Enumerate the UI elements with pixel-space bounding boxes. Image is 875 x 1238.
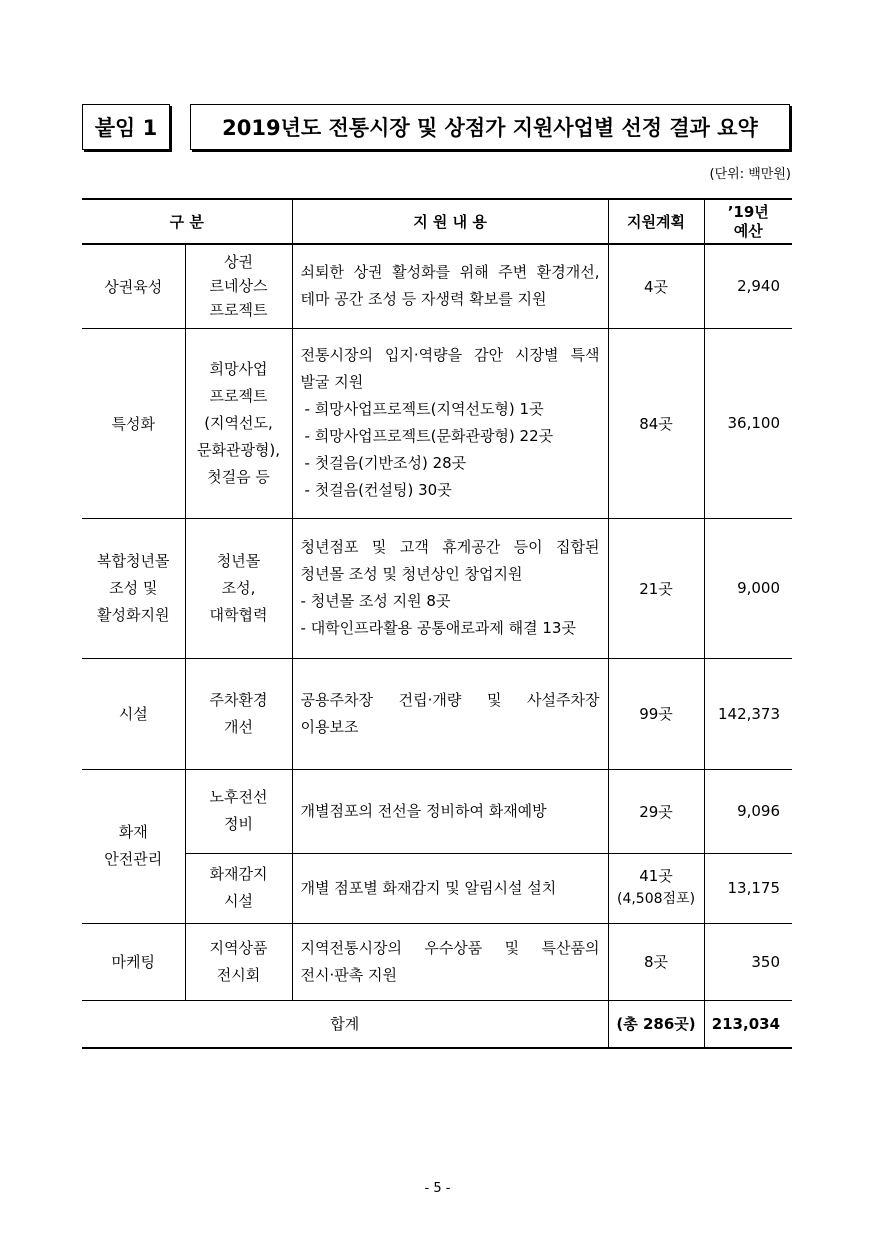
- header-budget-year: ’19년: [727, 202, 769, 221]
- program-line: 전시회: [216, 965, 261, 984]
- category-line: 화재: [118, 823, 148, 841]
- plan-line: (4,508점포): [616, 891, 696, 907]
- budget-cell: 13,175: [704, 853, 792, 923]
- content-sub-line: - 희망사업프로젝트(문화관광형) 22곳: [304, 427, 554, 445]
- content-line: 공용주차장 건립·개량 및 사설주차장: [300, 690, 600, 709]
- header-plan: 지원계획: [608, 199, 704, 244]
- content-cell: [292, 244, 608, 328]
- program-line: 개선: [224, 717, 253, 736]
- program-line: 첫걸음 등: [207, 467, 270, 486]
- content-cell: [292, 658, 608, 769]
- program-line: 정비: [224, 815, 253, 833]
- total-label: 합계: [82, 1000, 608, 1048]
- category-line: 복합청년몰: [97, 551, 170, 570]
- content-line: 전통시장의 입지·역량을 감안 시장별 특색: [300, 346, 600, 364]
- program-line: 청년몰: [216, 551, 261, 570]
- summary-table: [82, 198, 792, 1049]
- program-cell: [185, 923, 292, 1000]
- plan-cell: 99곳: [608, 658, 704, 769]
- content-cell: [292, 328, 608, 518]
- plan-cell: 21곳: [608, 518, 704, 658]
- program-cell: [185, 328, 292, 518]
- table-header-row: [82, 199, 792, 244]
- program-line: 노후전선: [209, 788, 268, 806]
- program-cell: [185, 658, 292, 769]
- content-line: 전시·판촉 지원: [300, 965, 397, 984]
- content-cell: [292, 518, 608, 658]
- total-budget: 213,034: [704, 1000, 792, 1048]
- category-line: 조성 및: [109, 578, 158, 597]
- program-line: 문화관광형),: [196, 440, 281, 459]
- table-row: [82, 923, 792, 1000]
- category-line: 활성화지원: [97, 605, 170, 624]
- header-content: 지 원 내 용: [292, 199, 608, 244]
- program-line: 시설: [224, 892, 253, 910]
- header-category: 구 분: [82, 199, 292, 244]
- program-line: 르네상스: [209, 277, 268, 296]
- content-cell: [292, 853, 608, 923]
- program-cell: [185, 853, 292, 923]
- program-line: 프로젝트: [209, 386, 268, 405]
- budget-cell: 142,373: [704, 658, 792, 769]
- table-row: [82, 328, 792, 518]
- program-cell: [185, 769, 292, 853]
- budget-cell: 350: [704, 923, 792, 1000]
- content-sub-line: - 희망사업프로젝트(지역선도형) 1곳: [304, 400, 544, 418]
- budget-cell: 9,000: [704, 518, 792, 658]
- content-cell: [292, 923, 608, 1000]
- category-line: 안전관리: [104, 850, 163, 868]
- header-budget: [704, 199, 792, 244]
- table-row: [82, 769, 792, 853]
- category-cell: [82, 769, 185, 923]
- content-line: 개별점포의 전선을 정비하여 화재예방: [300, 801, 547, 820]
- content-sub-line: - 첫걸음(기반조성) 28곳: [304, 454, 467, 472]
- program-line: 조성,: [221, 578, 256, 597]
- category-cell: 시설: [82, 658, 185, 769]
- content-line: 발굴 지원: [300, 373, 364, 391]
- table-row: [82, 244, 792, 328]
- program-cell: [185, 518, 292, 658]
- program-line: (지역선도,: [204, 413, 273, 432]
- content-line: 청년점포 및 고객 휴게공간 등이 집합된: [300, 538, 600, 556]
- content-line: 청년몰 조성 및 청년상인 창업지원: [300, 565, 523, 583]
- plan-cell: 84곳: [608, 328, 704, 518]
- document-title: 2019년도 전통시장 및 상점가 지원사업별 선정 결과 요약: [190, 104, 790, 150]
- attachment-label: 붙임 1: [82, 104, 170, 150]
- category-cell: 특성화: [82, 328, 185, 518]
- content-sub-line: - 대학인프라활용 공통애로과제 해결 13곳: [300, 619, 576, 637]
- content-line: 개별 점포별 화재감지 및 알림시설 설치: [300, 878, 557, 897]
- program-cell: [185, 244, 292, 328]
- total-plan: (총 286곳): [608, 1000, 704, 1048]
- content-line: 이용보조: [300, 717, 359, 736]
- total-row: [82, 1000, 792, 1048]
- budget-cell: 36,100: [704, 328, 792, 518]
- content-sub-line: - 청년몰 조성 지원 8곳: [300, 592, 451, 610]
- plan-cell: 4곳: [608, 244, 704, 328]
- category-cell: [82, 518, 185, 658]
- plan-line: 41곳: [639, 867, 673, 885]
- table-row: [82, 853, 792, 923]
- content-cell: [292, 769, 608, 853]
- plan-cell: [608, 853, 704, 923]
- program-line: 화재감지: [209, 865, 268, 883]
- program-line: 상권: [224, 253, 253, 272]
- program-line: 대학협력: [209, 605, 268, 624]
- program-line: 희망사업: [209, 359, 268, 378]
- unit-note: (단위: 백만원): [709, 167, 791, 182]
- category-cell: 마케팅: [82, 923, 185, 1000]
- content-line: 테마 공간 조성 등 자생력 확보를 지원: [300, 290, 547, 309]
- plan-cell: 8곳: [608, 923, 704, 1000]
- table-row: [82, 658, 792, 769]
- content-sub-line: - 첫걸음(컨설팅) 30곳: [304, 481, 452, 499]
- category-cell: 상권육성: [82, 244, 185, 328]
- content-line: 지역전통시장의 우수상품 및 특산품의: [300, 938, 600, 957]
- page-number: - 5 -: [424, 1181, 451, 1196]
- budget-cell: 9,096: [704, 769, 792, 853]
- header-budget-label: 예산: [733, 221, 763, 240]
- content-line: 쇠퇴한 상권 활성화를 위해 주변 환경개선,: [300, 263, 600, 282]
- program-line: 지역상품: [209, 938, 268, 957]
- plan-cell: 29곳: [608, 769, 704, 853]
- program-line: 주차환경: [209, 690, 268, 709]
- table-row: [82, 518, 792, 658]
- budget-cell: 2,940: [704, 244, 792, 328]
- program-line: 프로젝트: [209, 301, 268, 320]
